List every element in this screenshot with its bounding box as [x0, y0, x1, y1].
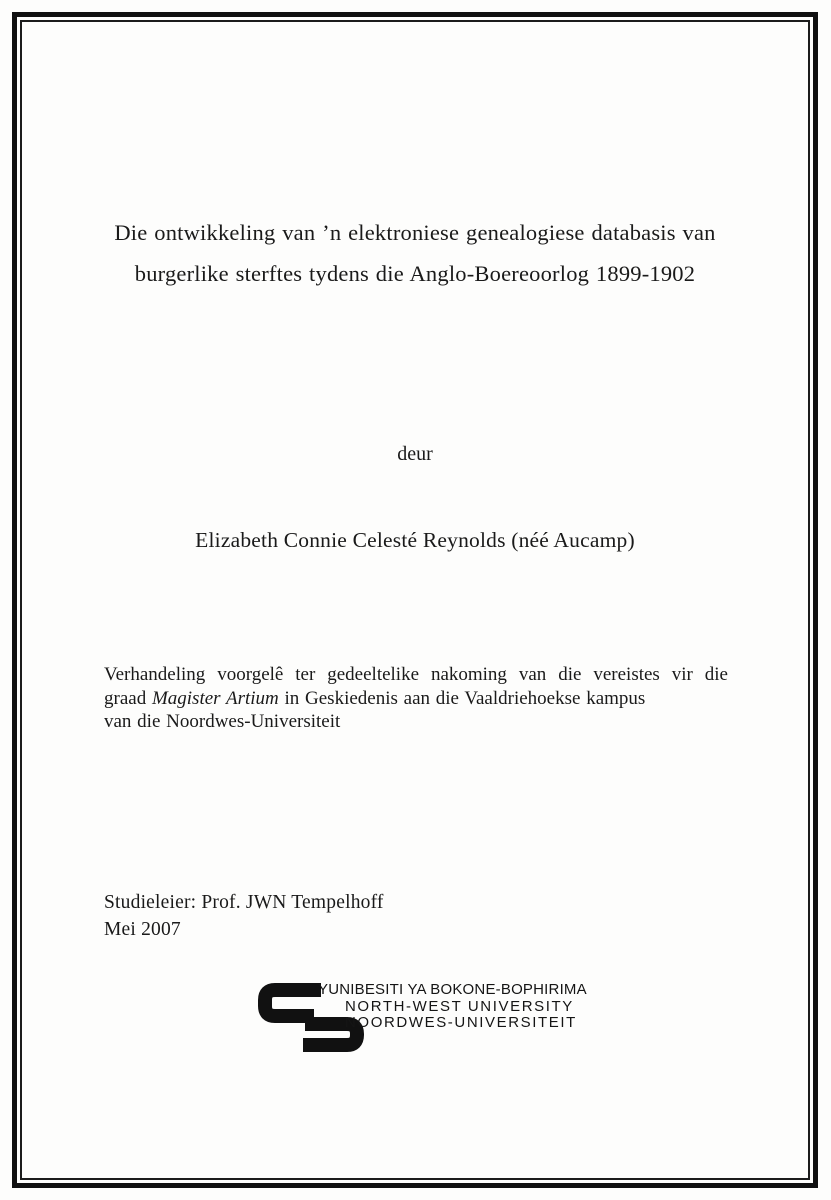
date-line: Mei 2007 [104, 919, 181, 940]
byline-deur: deur [397, 443, 433, 465]
degree-statement-line1: Verhandeling voorgelê ter gedeeltelike nakoming van die vereistes vir die [104, 664, 728, 685]
degree-statement-line2 [104, 687, 728, 711]
thesis-title-line2: burgerlike sterftes tydens die Anglo-Boereoorlog 1899-1902 [134, 261, 696, 286]
university-logo-text [318, 982, 587, 1032]
degree-statement-line2-pre: graad [104, 687, 152, 709]
logo-text-setswana: YUNIBESITI YA BOKONE-BOPHIRIMA [318, 981, 587, 998]
logo-text-afrikaans: NOORDWES-UNIVERSITEIT [345, 1014, 577, 1031]
degree-name-italic: Magister Artium [151, 687, 279, 709]
degree-statement-line3: van die Noordwes-Universiteit [104, 711, 341, 732]
university-logo [258, 977, 587, 1053]
thesis-title [95, 212, 735, 294]
supervisor-block [104, 889, 384, 943]
author-name: Elizabeth Connie Celesté Reynolds (néé Aucamp) [195, 528, 635, 552]
logo-text-english: NORTH-WEST UNIVERSITY [345, 997, 574, 1015]
degree-statement [104, 663, 728, 734]
thesis-title-line1: Die ontwikkeling van ’n elektroniese genealogiese databasis van [114, 220, 716, 245]
supervisor-line: Studieleier: Prof. JWN Tempelhoff [104, 892, 384, 913]
degree-statement-line2-post: in Geskiedenis aan die Vaaldriehoekse kampus [278, 687, 646, 709]
